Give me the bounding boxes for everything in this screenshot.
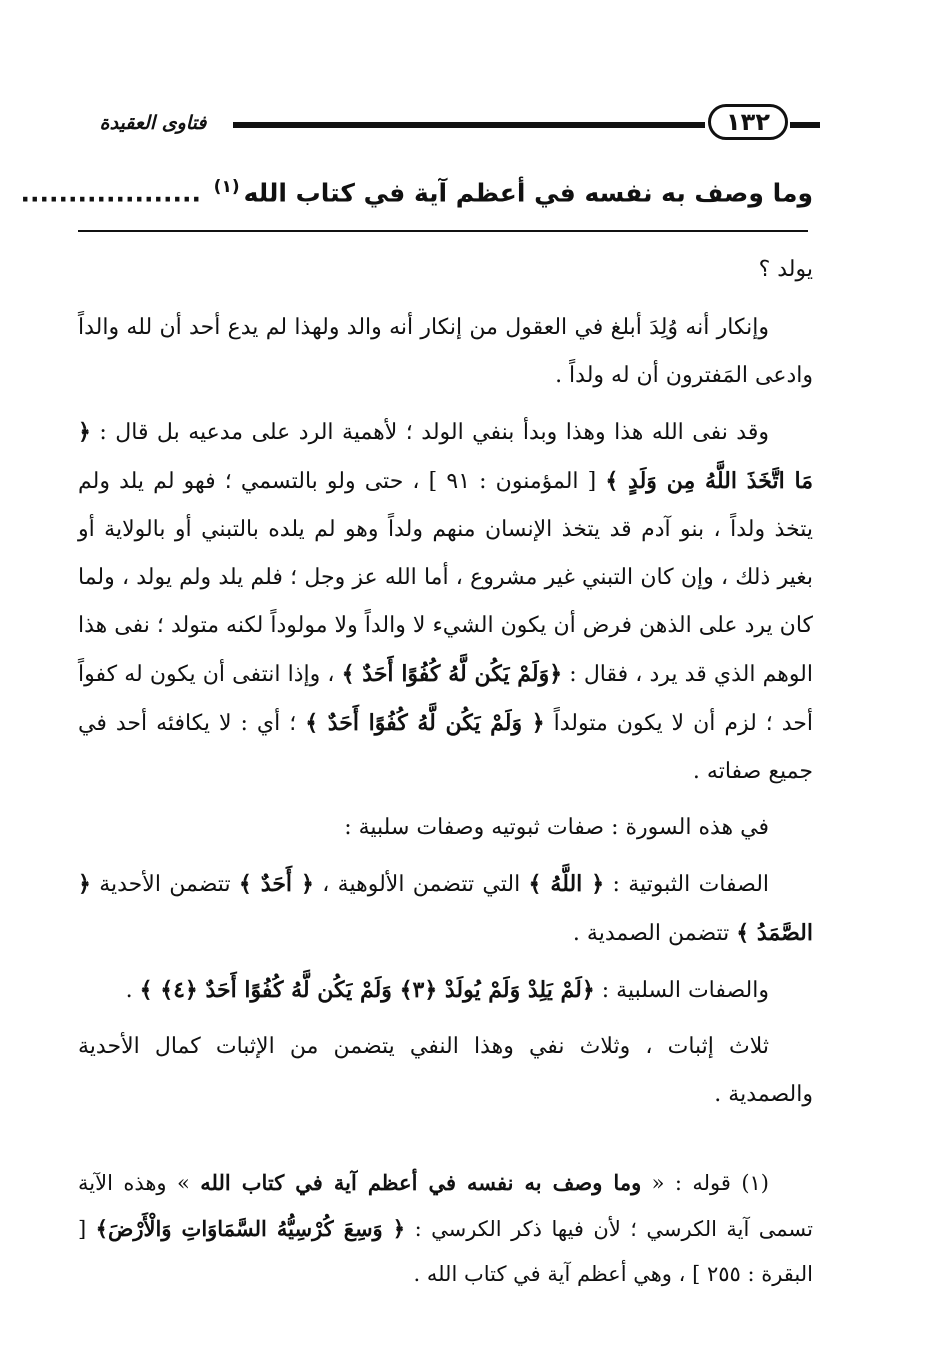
footnote xyxy=(78,1160,813,1297)
page-number: ١٣٢ xyxy=(708,104,788,140)
quran-verse: ﴿ وَسِعَ كُرْسِيُّهُ السَّمَاوَاتِ وَالْأَرْضَ﴾ xyxy=(95,1216,406,1241)
text-run: [ المؤمنون : ٩١ ] ، حتى ولو بالتسمي ؛ فهو لم يلد ولم يتخذ ولداً ، بنو آدم قد يتخذ الإنسان منهم ولداً وهو لم يلده بالتبني أو بالولاية أو بغير ذلك ، وإن كان التبني غير مشروع ، أما الله عز وجل ؛ فلم يلد ولم يولد ، ولما كان يرد على الذهن فرض أن يكون الشيء لا والداً ولا مولوداً لكنه متولد ؛ نفى هذا الوهم الذي قد يرد ، فقال : xyxy=(78,469,813,687)
heading-dots: ................... xyxy=(20,178,201,208)
quran-verse: ﴿ أَحَدٌ ﴾ xyxy=(238,871,314,897)
section-heading-text: وما وصف به نفسه في أعظم آية في كتاب الله xyxy=(243,178,813,208)
heading-rule xyxy=(78,230,808,232)
quran-verse: ﴿لَمْ يَلِدْ وَلَمْ يُولَدْ ﴿٣﴾ وَلَمْ يَكُن لَّهُ كُفُوًا أَحَدٌ ﴿٤﴾ ﴾ xyxy=(139,977,595,1003)
quran-verse: ﴿ اللَّهُ ﴾ xyxy=(528,871,605,897)
paragraph xyxy=(78,408,813,796)
text-run: الصفات الثبوتية : xyxy=(604,872,770,897)
paragraph: ثلاث إثبات ، وثلاث نفي وهذا النفي يتضمن من الإثبات كمال الأحدية والصمدية . xyxy=(78,1034,813,1107)
header-rule xyxy=(233,122,705,128)
text-run: والصفات السلبية : xyxy=(594,978,769,1003)
header-rule xyxy=(790,122,820,128)
section-heading xyxy=(20,166,813,214)
footnote-paragraph xyxy=(78,1160,813,1297)
quran-verse: ﴿ مَا اتَّخَذَ اللَّهُ مِن وَلَدٍ ﴾ xyxy=(78,419,814,494)
paragraph xyxy=(78,966,813,1015)
paragraph xyxy=(78,860,813,958)
book-title: فتاوى العقيدة xyxy=(99,112,207,134)
body-text xyxy=(78,246,813,1127)
text-run: تتضمن الصمدية . xyxy=(572,921,737,946)
quran-verse: ﴿ الصَّمَدُ ﴾ xyxy=(78,871,813,946)
footnote-marker: (١) xyxy=(213,177,240,197)
text-run: . xyxy=(125,978,140,1003)
paragraph: يولد ؟ xyxy=(758,257,813,282)
text-run: » وهذه الآية تسمى آية الكرسي ؛ لأن فيها ذكر الكرسي : xyxy=(78,1171,814,1241)
running-header xyxy=(78,100,808,150)
text-run: [ البقرة : ٢٥٥ ] ، وهي أعظم آية في كتاب الله . xyxy=(78,1217,813,1286)
text-run: التي تتضمن الألوهية ، xyxy=(313,872,529,897)
footnote-quote: وما وصف به نفسه في أعظم آية في كتاب الله xyxy=(200,1170,642,1195)
text-run: ؛ أي : لا يكافئه أحد في جميع صفاته . xyxy=(78,711,813,784)
text-run: تتضمن الأحدية xyxy=(90,872,239,897)
text-run: (١) قوله : « xyxy=(641,1171,769,1195)
text-run: وقد نفى الله هذا وهذا وبدأ بنفي الولد ؛ لأهمية الرد على مدعيه بل قال : xyxy=(90,420,769,445)
text-run: ، وإذا انتفى أن يكون له كفواً أحد ؛ لزم أن لا يكون متولداً xyxy=(78,662,814,736)
paragraph: في هذه السورة : صفات ثبوتيه وصفات سلبية : xyxy=(344,815,769,840)
quran-verse: ﴿وَلَمْ يَكُن لَّهُ كُفُوًا أَحَدٌ ﴾ xyxy=(341,661,563,687)
paragraph: وإنكار أنه وُلِدَ أبلغ في العقول من إنكار أنه والد ولهذا لم يدع أحد أن لله والداً وادعى المَفترون أن له ولداً . xyxy=(78,315,813,388)
quran-verse: ﴿ وَلَمْ يَكُن لَّهُ كُفُوًا أَحَدٌ ﴾ xyxy=(305,710,545,736)
